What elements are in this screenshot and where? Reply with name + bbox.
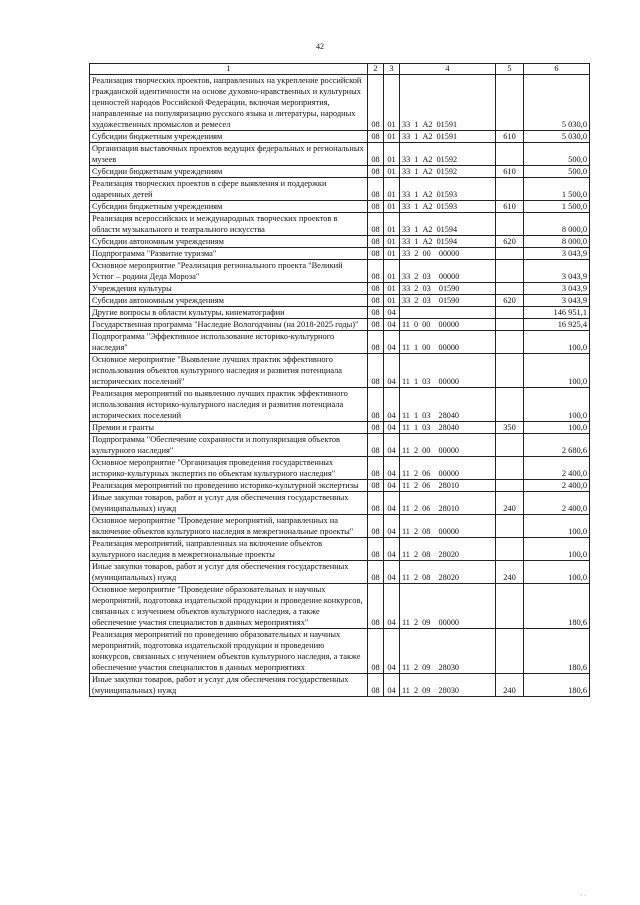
row-section: 08 xyxy=(368,434,384,457)
row-expense-type xyxy=(496,538,524,561)
row-target-code: 11 2 08 28020 xyxy=(400,538,496,561)
row-name: Реализация мероприятий по проведению образовательных и научных мероприятий, подготовка издательской продукции и проведению конкурсов, связанных с изучением объектов культурного наследия, а также обеспечение участия специалистов в данных мероприятиях xyxy=(90,629,368,674)
row-name: Основное мероприятие "Проведение мероприятий, направленных на включение объектов культурного наследия в межрегиональные проекты" xyxy=(90,515,368,538)
row-expense-type: 620 xyxy=(496,295,524,307)
table-row xyxy=(90,331,590,354)
row-subsection: 01 xyxy=(384,178,400,201)
row-target-code: 33 1 А2 01592 xyxy=(400,143,496,166)
row-expense-type xyxy=(496,178,524,201)
header-col-2: 2 xyxy=(368,64,384,75)
row-name: Учреждения культуры xyxy=(90,283,368,295)
table-row xyxy=(90,236,590,248)
row-subsection: 04 xyxy=(384,584,400,629)
row-amount: 180,6 xyxy=(524,584,590,629)
row-section: 08 xyxy=(368,236,384,248)
table-header-row xyxy=(90,64,590,75)
row-target-code: 11 1 03 28040 xyxy=(400,422,496,434)
row-amount: 2 400,0 xyxy=(524,492,590,515)
row-target-code: 11 2 06 28010 xyxy=(400,480,496,492)
row-subsection: 04 xyxy=(384,331,400,354)
row-expense-type xyxy=(496,331,524,354)
row-section: 08 xyxy=(368,213,384,236)
row-subsection: 04 xyxy=(384,629,400,674)
table-row xyxy=(90,561,590,584)
row-name: Государственная программа "Наследие Вологодчины (на 2018-2025 годы)" xyxy=(90,319,368,331)
row-section: 08 xyxy=(368,674,384,697)
row-name: Основное мероприятие "Проведение образовательных и научных мероприятий, подготовка издательской продукции и проведение конкурсов, связанных с изучением объектов культурного наследия, а также обеспечение участия специалистов в данных мероприятиях" xyxy=(90,584,368,629)
row-expense-type xyxy=(496,307,524,319)
row-expense-type: 610 xyxy=(496,201,524,213)
row-name: Иные закупки товаров, работ и услуг для обеспечения государственных (муниципальных) нужд xyxy=(90,674,368,697)
row-amount: 3 043,9 xyxy=(524,283,590,295)
row-expense-type: 610 xyxy=(496,131,524,143)
row-section: 08 xyxy=(368,178,384,201)
row-amount: 100,0 xyxy=(524,422,590,434)
row-expense-type xyxy=(496,480,524,492)
row-subsection: 04 xyxy=(384,457,400,480)
row-target-code: 33 2 03 01590 xyxy=(400,295,496,307)
row-target-code: 11 2 06 28010 xyxy=(400,492,496,515)
row-section: 08 xyxy=(368,260,384,283)
row-target-code: 33 1 А2 01591 xyxy=(400,75,496,131)
row-expense-type xyxy=(496,283,524,295)
row-section: 08 xyxy=(368,295,384,307)
row-amount: 500,0 xyxy=(524,143,590,166)
row-name: Субсидии бюджетным учреждениям xyxy=(90,166,368,178)
table-row xyxy=(90,260,590,283)
row-name: Основное мероприятие "Выявление лучших практик эффективного использования объектов культурного наследия и развития потенциала исторических поселений" xyxy=(90,354,368,388)
row-target-code: 11 2 06 00000 xyxy=(400,457,496,480)
row-section: 08 xyxy=(368,629,384,674)
table-row xyxy=(90,166,590,178)
row-amount: 8 000,0 xyxy=(524,236,590,248)
row-name: Подпрограмма "Обеспечение сохранности и популяризация объектов культурного наследия" xyxy=(90,434,368,457)
row-target-code: 11 1 00 00000 xyxy=(400,331,496,354)
row-amount: 1 500,0 xyxy=(524,201,590,213)
row-section: 08 xyxy=(368,307,384,319)
row-name: Реализация творческих проектов, направленных на укрепление российской гражданской идентичности на основе духовно-нравственных и культурных ценностей народов Российской Федерации, включая мероприятия, направленные на популяризацию русского языка и литературы, народных художественных промыслов и ремесел xyxy=(90,75,368,131)
row-expense-type: 240 xyxy=(496,492,524,515)
row-section: 08 xyxy=(368,561,384,584)
table-row xyxy=(90,178,590,201)
table-row xyxy=(90,213,590,236)
row-amount: 3 043,9 xyxy=(524,295,590,307)
row-amount: 100,0 xyxy=(524,388,590,422)
row-subsection: 04 xyxy=(384,480,400,492)
table-row xyxy=(90,143,590,166)
row-name: Реализация творческих проектов в сфере выявления и поддержки одаренных детей xyxy=(90,178,368,201)
row-amount: 3 043,9 xyxy=(524,248,590,260)
row-name: Иные закупки товаров, работ и услуг для обеспечения государственных (муниципальных) нужд xyxy=(90,561,368,584)
header-col-1: 1 xyxy=(90,64,368,75)
row-section: 08 xyxy=(368,319,384,331)
table-row xyxy=(90,354,590,388)
row-target-code xyxy=(400,307,496,319)
row-subsection: 01 xyxy=(384,131,400,143)
row-amount: 100,0 xyxy=(524,515,590,538)
row-subsection: 04 xyxy=(384,515,400,538)
row-expense-type xyxy=(496,629,524,674)
row-expense-type: 240 xyxy=(496,561,524,584)
row-subsection: 01 xyxy=(384,213,400,236)
row-name: Реализация мероприятий по проведению историко-культурной экспертизы xyxy=(90,480,368,492)
row-expense-type xyxy=(496,457,524,480)
row-amount: 5 030,0 xyxy=(524,131,590,143)
row-name: Подпрограмма "Эффективное использование историко-культурного наследия" xyxy=(90,331,368,354)
row-subsection: 04 xyxy=(384,434,400,457)
row-name: Основное мероприятие "Реализация регионального проекта "Великий Устюг – родина Деда Мороза" xyxy=(90,260,368,283)
row-target-code: 11 2 00 00000 xyxy=(400,434,496,457)
table-row xyxy=(90,584,590,629)
row-expense-type xyxy=(496,75,524,131)
row-section: 08 xyxy=(368,515,384,538)
table-row xyxy=(90,248,590,260)
row-name: Субсидии автономным учреждениям xyxy=(90,236,368,248)
row-subsection: 01 xyxy=(384,201,400,213)
budget-table xyxy=(89,63,590,697)
row-target-code: 11 1 03 28040 xyxy=(400,388,496,422)
table-row xyxy=(90,131,590,143)
row-expense-type: 240 xyxy=(496,674,524,697)
row-section: 08 xyxy=(368,331,384,354)
row-amount: 500,0 xyxy=(524,166,590,178)
row-subsection: 04 xyxy=(384,319,400,331)
row-name: Реализация мероприятий, направленных на включение объектов культурного наследия в межрегиональные проекты xyxy=(90,538,368,561)
row-amount: 180,6 xyxy=(524,629,590,674)
table-row xyxy=(90,283,590,295)
row-expense-type: 620 xyxy=(496,236,524,248)
row-expense-type xyxy=(496,213,524,236)
row-expense-type xyxy=(496,248,524,260)
table-row xyxy=(90,457,590,480)
row-expense-type xyxy=(496,584,524,629)
table-row xyxy=(90,388,590,422)
row-target-code: 11 2 09 28030 xyxy=(400,629,496,674)
row-amount: 100,0 xyxy=(524,538,590,561)
row-subsection: 01 xyxy=(384,295,400,307)
header-col-5: 5 xyxy=(496,64,524,75)
row-target-code: 33 1 А2 01594 xyxy=(400,236,496,248)
row-name: Основное мероприятие "Организация проведения государственных историко-культурных экспертиз по объектам культурного наследия" xyxy=(90,457,368,480)
row-target-code: 11 1 03 00000 xyxy=(400,354,496,388)
row-name: Организация выставочных проектов ведущих федеральных и региональных музеев xyxy=(90,143,368,166)
row-expense-type xyxy=(496,319,524,331)
row-name: Субсидии бюджетным учреждениям xyxy=(90,131,368,143)
row-section: 08 xyxy=(368,457,384,480)
row-subsection: 04 xyxy=(384,388,400,422)
row-amount: 100,0 xyxy=(524,331,590,354)
row-amount: 5 030,0 xyxy=(524,75,590,131)
row-target-code: 33 1 А2 01591 xyxy=(400,131,496,143)
row-target-code: 33 1 А2 01592 xyxy=(400,166,496,178)
row-name: Премии и гранты xyxy=(90,422,368,434)
row-subsection: 04 xyxy=(384,307,400,319)
table-row xyxy=(90,307,590,319)
header-col-6: 6 xyxy=(524,64,590,75)
row-amount: 100,0 xyxy=(524,561,590,584)
row-subsection: 04 xyxy=(384,674,400,697)
row-expense-type xyxy=(496,388,524,422)
row-section: 08 xyxy=(368,388,384,422)
row-target-code: 33 1 А2 01594 xyxy=(400,213,496,236)
row-amount: 2 680,6 xyxy=(524,434,590,457)
table-row xyxy=(90,515,590,538)
row-target-code: 33 1 А2 01593 xyxy=(400,201,496,213)
row-section: 08 xyxy=(368,354,384,388)
row-subsection: 04 xyxy=(384,492,400,515)
table-row xyxy=(90,422,590,434)
row-amount: 180,6 xyxy=(524,674,590,697)
row-section: 08 xyxy=(368,248,384,260)
row-target-code: 33 2 00 00000 xyxy=(400,248,496,260)
row-section: 08 xyxy=(368,422,384,434)
row-amount: 3 043,9 xyxy=(524,260,590,283)
row-name: Иные закупки товаров, работ и услуг для обеспечения государственных (муниципальных) нужд xyxy=(90,492,368,515)
row-subsection: 01 xyxy=(384,248,400,260)
table-row xyxy=(90,674,590,697)
table-row xyxy=(90,201,590,213)
row-target-code: 11 2 09 28030 xyxy=(400,674,496,697)
row-expense-type xyxy=(496,515,524,538)
table-row xyxy=(90,434,590,457)
row-section: 08 xyxy=(368,283,384,295)
row-expense-type xyxy=(496,354,524,388)
row-name: Субсидии автономным учреждениям xyxy=(90,295,368,307)
table-row xyxy=(90,629,590,674)
row-target-code: 33 1 А2 01593 xyxy=(400,178,496,201)
table-row xyxy=(90,480,590,492)
row-subsection: 01 xyxy=(384,236,400,248)
row-target-code: 33 2 03 01590 xyxy=(400,283,496,295)
page-number: 42 xyxy=(316,42,324,51)
header-col-4: 4 xyxy=(400,64,496,75)
row-amount: 16 925,4 xyxy=(524,319,590,331)
row-expense-type: 610 xyxy=(496,166,524,178)
row-amount: 146 951,1 xyxy=(524,307,590,319)
row-expense-type xyxy=(496,143,524,166)
scan-mark: · · xyxy=(580,893,586,899)
row-subsection: 01 xyxy=(384,143,400,166)
row-target-code: 11 2 08 28020 xyxy=(400,561,496,584)
row-subsection: 04 xyxy=(384,561,400,584)
row-section: 08 xyxy=(368,131,384,143)
row-section: 08 xyxy=(368,166,384,178)
row-amount: 2 400,0 xyxy=(524,457,590,480)
row-subsection: 04 xyxy=(384,538,400,561)
row-target-code: 11 0 00 00000 xyxy=(400,319,496,331)
row-name: Другие вопросы в области культуры, кинематографии xyxy=(90,307,368,319)
row-amount: 8 000,0 xyxy=(524,213,590,236)
row-subsection: 01 xyxy=(384,75,400,131)
table-row xyxy=(90,75,590,131)
row-section: 08 xyxy=(368,201,384,213)
row-expense-type: 350 xyxy=(496,422,524,434)
row-section: 08 xyxy=(368,584,384,629)
row-target-code: 11 2 09 00000 xyxy=(400,584,496,629)
row-subsection: 01 xyxy=(384,260,400,283)
row-section: 08 xyxy=(368,480,384,492)
row-amount: 1 500,0 xyxy=(524,178,590,201)
table-row xyxy=(90,319,590,331)
row-section: 08 xyxy=(368,538,384,561)
row-amount: 2 400,0 xyxy=(524,480,590,492)
row-name: Подпрограмма "Развитие туризма" xyxy=(90,248,368,260)
row-subsection: 04 xyxy=(384,354,400,388)
row-subsection: 01 xyxy=(384,166,400,178)
table-row xyxy=(90,538,590,561)
table-row xyxy=(90,295,590,307)
row-name: Реализация всероссийских и международных творческих проектов в области музыкального и театрального искусства xyxy=(90,213,368,236)
row-name: Реализация мероприятий по выявлению лучших практик эффективного использования историко-культурного наследия и развития потенциала исторических поселений xyxy=(90,388,368,422)
row-section: 08 xyxy=(368,492,384,515)
row-expense-type xyxy=(496,434,524,457)
row-section: 08 xyxy=(368,143,384,166)
row-subsection: 04 xyxy=(384,422,400,434)
row-section: 08 xyxy=(368,75,384,131)
header-col-3: 3 xyxy=(384,64,400,75)
row-name: Субсидии бюджетным учреждениям xyxy=(90,201,368,213)
row-expense-type xyxy=(496,260,524,283)
row-amount: 100,0 xyxy=(524,354,590,388)
row-subsection: 01 xyxy=(384,283,400,295)
table-row xyxy=(90,492,590,515)
row-target-code: 11 2 08 00000 xyxy=(400,515,496,538)
row-target-code: 33 2 03 00000 xyxy=(400,260,496,283)
